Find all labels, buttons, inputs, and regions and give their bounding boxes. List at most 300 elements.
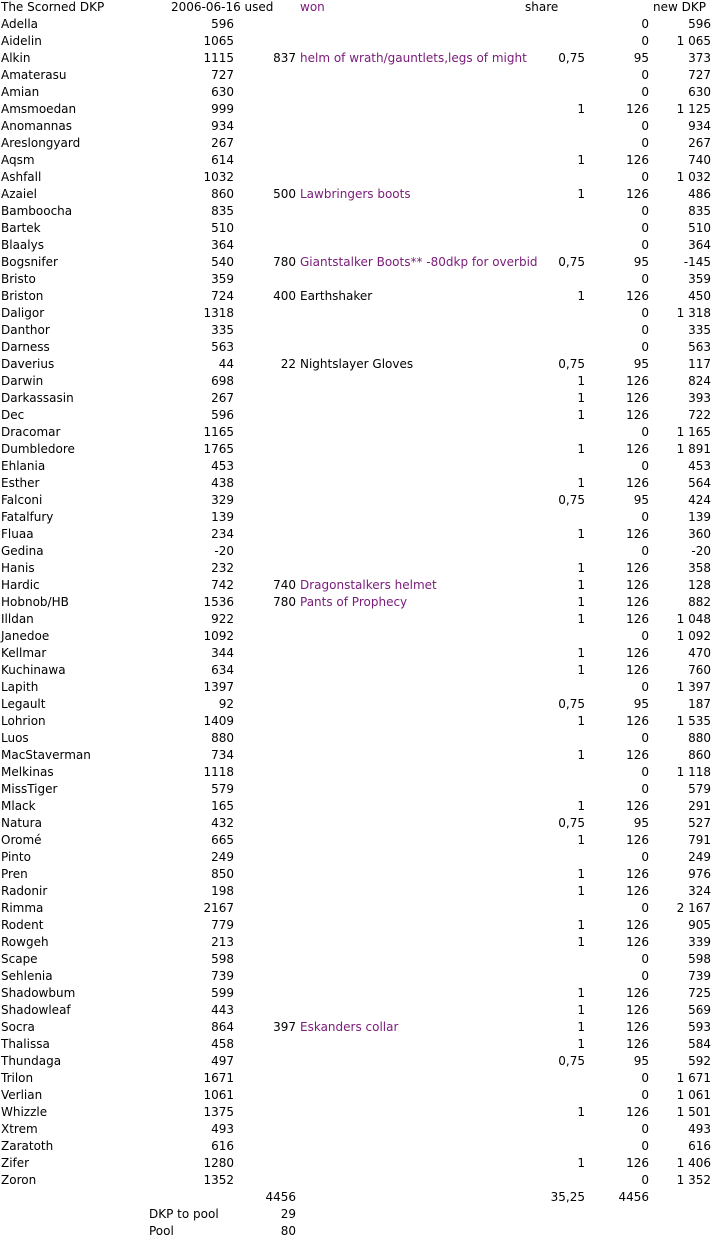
gain-value: 126 — [626, 374, 649, 388]
table-row — [0, 884, 711, 901]
table-row — [0, 1037, 711, 1054]
player-name: Shadowbum — [1, 986, 76, 1000]
used-dkp: 727 — [211, 68, 234, 82]
player-name: Xtrem — [1, 1122, 38, 1136]
new-dkp-value: 760 — [688, 663, 711, 677]
new-dkp-value: 1 406 — [676, 1156, 711, 1170]
new-dkp-value: 453 — [688, 459, 711, 473]
gain-value: 0 — [641, 17, 649, 31]
used-dkp: 1118 — [203, 765, 234, 779]
table-row — [0, 1105, 711, 1122]
gain-value: 95 — [633, 697, 649, 711]
used-dkp: 1765 — [203, 442, 234, 456]
used-dkp: 432 — [211, 816, 234, 830]
new-dkp-value: 267 — [688, 136, 711, 150]
new-dkp-value: 360 — [688, 527, 711, 541]
player-name: MacStaverman — [1, 748, 91, 762]
share-value: 1 — [577, 1105, 585, 1119]
player-name: Daverius — [1, 357, 55, 371]
used-dkp: -20 — [214, 544, 234, 558]
new-dkp-value: 493 — [688, 1122, 711, 1136]
player-name: Anomannas — [1, 119, 73, 133]
player-name: Dracomar — [1, 425, 61, 439]
share-value: 1 — [577, 391, 585, 405]
used-dkp: 1397 — [203, 680, 234, 694]
share-value: 1 — [577, 884, 585, 898]
used-dkp: 596 — [211, 408, 234, 422]
gain-value: 126 — [626, 714, 649, 728]
won-item: Dragonstalkers helmet — [300, 578, 437, 592]
used-dkp: 739 — [211, 969, 234, 983]
table-row — [0, 136, 711, 153]
won-header: won — [300, 0, 325, 14]
table-row — [0, 952, 711, 969]
bid-amount: 837 — [273, 51, 296, 65]
gain-value: 126 — [626, 1105, 649, 1119]
table-row — [0, 527, 711, 544]
used-dkp: 922 — [211, 612, 234, 626]
gain-value: 126 — [626, 1003, 649, 1017]
gain-value: 126 — [626, 578, 649, 592]
player-name: Gedina — [1, 544, 44, 558]
table-row — [0, 578, 711, 595]
player-name: Alkin — [1, 51, 31, 65]
share-value: 0,75 — [558, 51, 585, 65]
new-dkp-header: new DKP — [653, 0, 706, 14]
gain-value: 0 — [641, 85, 649, 99]
new-dkp-value: 579 — [688, 782, 711, 796]
table-row — [0, 765, 711, 782]
new-dkp-value: 860 — [688, 748, 711, 762]
new-dkp-value: 905 — [688, 918, 711, 932]
new-dkp-value: 1 397 — [676, 680, 711, 694]
share-value: 1 — [577, 1003, 585, 1017]
gain-value: 126 — [626, 612, 649, 626]
table-row — [0, 51, 711, 68]
player-name: Lapith — [1, 680, 39, 694]
gain-value: 95 — [633, 51, 649, 65]
gain-value: 0 — [641, 731, 649, 745]
bid-amount: 740 — [273, 578, 296, 592]
new-dkp-value: 592 — [688, 1054, 711, 1068]
used-dkp: 1318 — [203, 306, 234, 320]
share-value: 0,75 — [558, 493, 585, 507]
table-row — [0, 799, 711, 816]
player-name: Darwin — [1, 374, 44, 388]
won-item: Pants of Prophecy — [300, 595, 408, 609]
new-dkp-value: 1 165 — [676, 425, 711, 439]
gain-value: 0 — [641, 170, 649, 184]
player-name: Thundaga — [1, 1054, 62, 1068]
table-row — [0, 969, 711, 986]
table-row — [0, 680, 711, 697]
gain-value: 0 — [641, 901, 649, 915]
gain-value: 126 — [626, 663, 649, 677]
gain-value: 126 — [626, 561, 649, 575]
table-row — [0, 425, 711, 442]
player-name: Whizzle — [1, 1105, 48, 1119]
share-value: 1 — [577, 663, 585, 677]
share-value: 0,75 — [558, 816, 585, 830]
gain-value: 0 — [641, 969, 649, 983]
gain-value: 126 — [626, 986, 649, 1000]
used-dkp: 198 — [211, 884, 234, 898]
table-row — [0, 510, 711, 527]
table-row — [0, 119, 711, 136]
table-row — [0, 782, 711, 799]
new-dkp-value: 564 — [688, 476, 711, 490]
table-row — [0, 1156, 711, 1173]
gain-value: 0 — [641, 544, 649, 558]
gain-value: 126 — [626, 102, 649, 116]
used-dkp: 344 — [211, 646, 234, 660]
table-row — [0, 935, 711, 952]
player-name: Aidelin — [1, 34, 42, 48]
share-value: 1 — [577, 595, 585, 609]
used-dkp: 510 — [211, 221, 234, 235]
gain-value: 126 — [626, 1020, 649, 1034]
table-row — [0, 816, 711, 833]
used-dkp: 329 — [211, 493, 234, 507]
bid-amount: 397 — [273, 1020, 296, 1034]
new-dkp-value: 1 092 — [676, 629, 711, 643]
share-value: 1 — [577, 833, 585, 847]
used-dkp: 563 — [211, 340, 234, 354]
gain-value: 126 — [626, 1037, 649, 1051]
player-name: Fluaa — [1, 527, 34, 541]
used-dkp: 165 — [211, 799, 234, 813]
new-dkp-value: 976 — [688, 867, 711, 881]
used-dkp: 734 — [211, 748, 234, 762]
used-dkp: 1409 — [203, 714, 234, 728]
new-dkp-value: 339 — [688, 935, 711, 949]
new-dkp-value: 569 — [688, 1003, 711, 1017]
share-value: 1 — [577, 578, 585, 592]
table-row — [0, 1139, 711, 1156]
bid-amount: 22 — [280, 357, 296, 371]
gain-value: 126 — [626, 408, 649, 422]
share-value: 1 — [577, 646, 585, 660]
used-dkp: 234 — [211, 527, 234, 541]
table-row — [0, 1088, 711, 1105]
used-dkp: 616 — [211, 1139, 234, 1153]
used-dkp: 2167 — [203, 901, 234, 915]
player-name: Mlack — [1, 799, 36, 813]
player-name: Illdan — [1, 612, 34, 626]
player-name: Bristo — [1, 272, 36, 286]
player-name: Fatalfury — [1, 510, 54, 524]
table-row — [0, 544, 711, 561]
player-name: Melkinas — [1, 765, 54, 779]
used-dkp: 630 — [211, 85, 234, 99]
new-dkp-value: 598 — [688, 952, 711, 966]
used-dkp: 267 — [211, 391, 234, 405]
used-dkp: 359 — [211, 272, 234, 286]
gain-value: 0 — [641, 306, 649, 320]
new-dkp-value: 424 — [688, 493, 711, 507]
share-value: 1 — [577, 986, 585, 1000]
player-name: Esther — [1, 476, 40, 490]
share-value: 1 — [577, 1037, 585, 1051]
share-total: 35,25 — [550, 1190, 585, 1204]
share-value: 1 — [577, 799, 585, 813]
new-dkp-value: 1 061 — [676, 1088, 711, 1102]
new-dkp-value: 882 — [688, 595, 711, 609]
table-row — [0, 408, 711, 425]
table-row — [0, 102, 711, 119]
gain-value: 126 — [626, 187, 649, 201]
new-dkp-value: 450 — [688, 289, 711, 303]
share-value: 1 — [577, 612, 585, 626]
table-row — [0, 442, 711, 459]
new-dkp-value: 2 167 — [676, 901, 711, 915]
pool-value: 80 — [280, 1224, 296, 1238]
share-value: 0,75 — [558, 1054, 585, 1068]
used-dkp: 880 — [211, 731, 234, 745]
gain-value: 0 — [641, 1122, 649, 1136]
used-dkp: 335 — [211, 323, 234, 337]
used-dkp: 999 — [211, 102, 234, 116]
used-dkp: 850 — [211, 867, 234, 881]
new-dkp-value: 527 — [688, 816, 711, 830]
used-dkp: 665 — [211, 833, 234, 847]
gain-value: 126 — [626, 476, 649, 490]
player-name: Socra — [1, 1020, 35, 1034]
player-name: Lohrion — [1, 714, 46, 728]
gain-value: 0 — [641, 1071, 649, 1085]
gain-value: 126 — [626, 646, 649, 660]
won-item: Lawbringers boots — [300, 187, 411, 201]
new-dkp-value: 791 — [688, 833, 711, 847]
share-value: 1 — [577, 527, 585, 541]
table-row — [0, 374, 711, 391]
new-dkp-value: 324 — [688, 884, 711, 898]
share-value: 1 — [577, 442, 585, 456]
gain-value: 126 — [626, 833, 649, 847]
player-name: Darkassasin — [1, 391, 74, 405]
used-dkp: 579 — [211, 782, 234, 796]
player-name: Rimma — [1, 901, 44, 915]
player-name: Zoron — [1, 1173, 37, 1187]
player-name: Zifer — [1, 1156, 30, 1170]
gain-value: 0 — [641, 1173, 649, 1187]
dkp-to-pool-value: 29 — [280, 1207, 296, 1221]
player-name: Legault — [1, 697, 46, 711]
used-dkp: 438 — [211, 476, 234, 490]
table-row — [0, 221, 711, 238]
new-dkp-value: -145 — [683, 255, 711, 269]
used-dkp: 1352 — [203, 1173, 234, 1187]
new-dkp-value: 722 — [688, 408, 711, 422]
used-dkp: 724 — [211, 289, 234, 303]
gain-value: 126 — [626, 1156, 649, 1170]
table-row — [0, 646, 711, 663]
used-dkp: 267 — [211, 136, 234, 150]
used-dkp: 860 — [211, 187, 234, 201]
gain-value: 126 — [626, 799, 649, 813]
player-name: Kellmar — [1, 646, 47, 660]
player-name: Ashfall — [1, 170, 42, 184]
share-header: share — [525, 0, 559, 14]
bid-total: 4456 — [265, 1190, 296, 1204]
share-value: 1 — [577, 1156, 585, 1170]
player-name: Amsmoedan — [1, 102, 77, 116]
new-dkp-value: 1 535 — [676, 714, 711, 728]
new-dkp-value: 1 032 — [676, 170, 711, 184]
new-dkp-value: 740 — [688, 153, 711, 167]
used-dkp: 443 — [211, 1003, 234, 1017]
new-dkp-value: 128 — [688, 578, 711, 592]
dkp-to-pool-label: DKP to pool — [149, 1207, 219, 1221]
sheet-title: The Scorned DKP — [1, 0, 105, 14]
gain-value: 95 — [633, 1054, 649, 1068]
gain-value: 0 — [641, 1139, 649, 1153]
share-value: 1 — [577, 153, 585, 167]
table-row — [0, 323, 711, 340]
used-dkp: 232 — [211, 561, 234, 575]
table-row — [0, 170, 711, 187]
table-row — [0, 238, 711, 255]
table-row — [0, 459, 711, 476]
table-row — [0, 833, 711, 850]
used-dkp: 779 — [211, 918, 234, 932]
share-value: 0,75 — [558, 357, 585, 371]
share-value: 1 — [577, 476, 585, 490]
won-item: Giantstalker Boots** -80dkp for overbid — [300, 255, 538, 269]
share-value: 1 — [577, 102, 585, 116]
player-name: Zaratoth — [1, 1139, 54, 1153]
share-value: 1 — [577, 935, 585, 949]
gain-value: 126 — [626, 748, 649, 762]
player-name: Natura — [1, 816, 42, 830]
share-value: 1 — [577, 289, 585, 303]
table-row — [0, 68, 711, 85]
share-value: 1 — [577, 374, 585, 388]
player-name: Areslongyard — [1, 136, 81, 150]
won-item: helm of wrath/gauntlets,legs of might — [300, 51, 527, 65]
player-name: Trilon — [1, 1071, 34, 1085]
gain-value: 126 — [626, 391, 649, 405]
table-row — [0, 714, 711, 731]
used-dkp: 1536 — [203, 595, 234, 609]
player-name: Verlian — [1, 1088, 43, 1102]
player-name: Thalissa — [1, 1037, 50, 1051]
table-row — [0, 850, 711, 867]
used-dkp: 493 — [211, 1122, 234, 1136]
gain-value: 95 — [633, 816, 649, 830]
player-name: Briston — [1, 289, 44, 303]
gain-value: 0 — [641, 952, 649, 966]
table-row — [0, 306, 711, 323]
gain-value: 0 — [641, 221, 649, 235]
gain-total: 4456 — [618, 1190, 649, 1204]
gain-value: 95 — [633, 493, 649, 507]
date-used-header: 2006-06-16 used — [171, 0, 274, 14]
new-dkp-value: 486 — [688, 187, 711, 201]
share-value: 1 — [577, 1020, 585, 1034]
table-row — [0, 17, 711, 34]
gain-value: 0 — [641, 119, 649, 133]
used-dkp: 497 — [211, 1054, 234, 1068]
table-row — [0, 1122, 711, 1139]
table-row — [0, 391, 711, 408]
won-item: Earthshaker — [300, 289, 373, 303]
share-value: 1 — [577, 918, 585, 932]
used-dkp: 598 — [211, 952, 234, 966]
table-row — [0, 153, 711, 170]
table-row — [0, 595, 711, 612]
gain-value: 0 — [641, 323, 649, 337]
new-dkp-value: -20 — [691, 544, 711, 558]
gain-value: 95 — [633, 255, 649, 269]
player-name: Pren — [1, 867, 28, 881]
gain-value: 0 — [641, 459, 649, 473]
table-row — [0, 1173, 711, 1190]
table-row — [0, 748, 711, 765]
table-row — [0, 1054, 711, 1071]
used-dkp: 698 — [211, 374, 234, 388]
new-dkp-value: 187 — [688, 697, 711, 711]
share-value: 1 — [577, 408, 585, 422]
player-name: Ehlania — [1, 459, 46, 473]
dkp-to-pool-row — [0, 1207, 711, 1224]
gain-value: 0 — [641, 850, 649, 864]
player-name: Kuchinawa — [1, 663, 66, 677]
new-dkp-value: 139 — [688, 510, 711, 524]
new-dkp-value: 1 118 — [676, 765, 711, 779]
table-row — [0, 629, 711, 646]
used-dkp: 453 — [211, 459, 234, 473]
table-row — [0, 731, 711, 748]
table-row — [0, 986, 711, 1003]
player-name: Luos — [1, 731, 29, 745]
player-name: Daligor — [1, 306, 45, 320]
new-dkp-value: 739 — [688, 969, 711, 983]
player-name: Janedoe — [1, 629, 50, 643]
share-value: 0,75 — [558, 255, 585, 269]
gain-value: 0 — [641, 680, 649, 694]
used-dkp: 934 — [211, 119, 234, 133]
used-dkp: 742 — [211, 578, 234, 592]
gain-value: 0 — [641, 238, 649, 252]
new-dkp-value: 335 — [688, 323, 711, 337]
table-row — [0, 34, 711, 51]
new-dkp-value: 630 — [688, 85, 711, 99]
gain-value: 126 — [626, 289, 649, 303]
used-dkp: 596 — [211, 17, 234, 31]
table-row — [0, 204, 711, 221]
table-row — [0, 663, 711, 680]
player-name: Dec — [1, 408, 25, 422]
new-dkp-value: 1 671 — [676, 1071, 711, 1085]
used-dkp: 213 — [211, 935, 234, 949]
gain-value: 0 — [641, 34, 649, 48]
player-name: Amaterasu — [1, 68, 67, 82]
new-dkp-value: 596 — [688, 17, 711, 31]
share-value: 1 — [577, 561, 585, 575]
won-item: Nightslayer Gloves — [300, 357, 414, 371]
table-row — [0, 340, 711, 357]
new-dkp-value: 835 — [688, 204, 711, 218]
used-dkp: 599 — [211, 986, 234, 1000]
player-name: Bamboocha — [1, 204, 73, 218]
table-row — [0, 1003, 711, 1020]
used-dkp: 458 — [211, 1037, 234, 1051]
gain-value: 126 — [626, 867, 649, 881]
gain-value: 0 — [641, 425, 649, 439]
share-value: 1 — [577, 748, 585, 762]
bid-amount: 400 — [273, 289, 296, 303]
